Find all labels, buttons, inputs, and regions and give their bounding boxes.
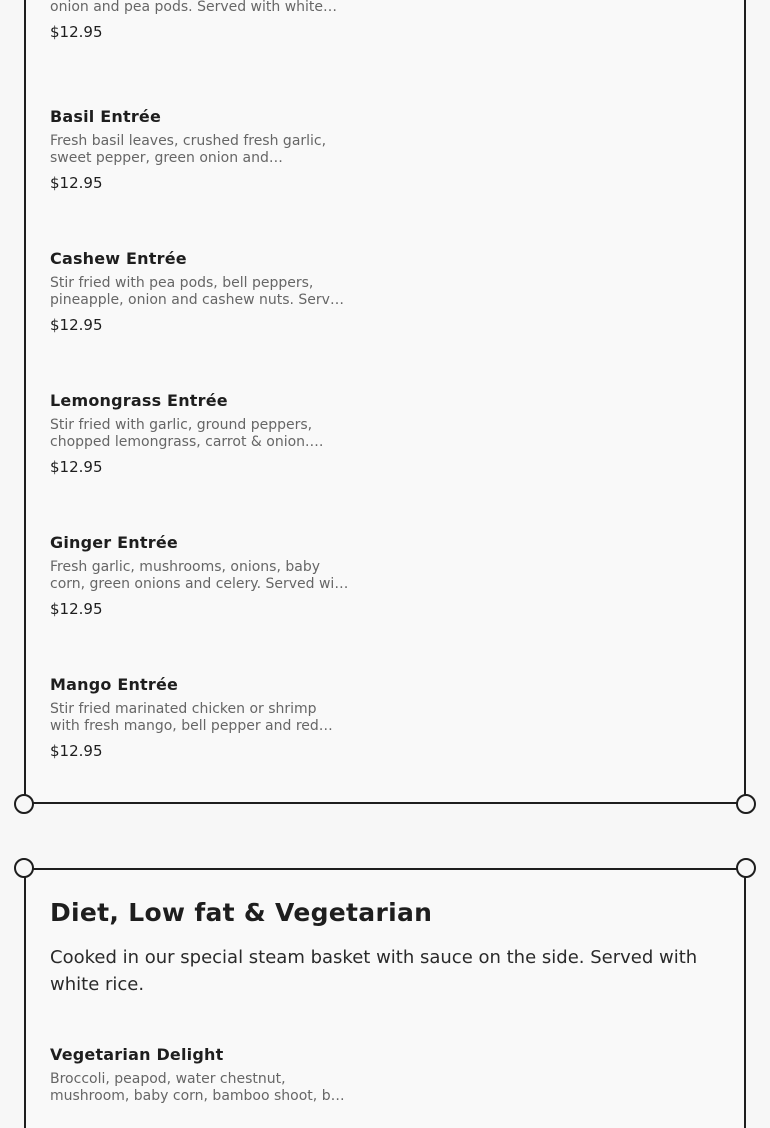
- menu-item[interactable]: [50, 675, 350, 760]
- menu-item-price: $12.95: [50, 742, 103, 760]
- entrees-card: [24, 0, 746, 804]
- card-corner-decoration: [736, 858, 756, 878]
- menu-item-price: $12.95: [50, 600, 103, 618]
- menu-item-name: Ginger Entrée: [50, 533, 178, 552]
- diet-section-card: [24, 868, 746, 1128]
- menu-item-description: Stir fried with pea pods, bell peppers, pineapple, onion and cashew nuts. Served: [50, 275, 348, 308]
- menu-item-price: $12.95: [50, 174, 103, 192]
- menu-item-price: $12.95: [50, 23, 103, 41]
- menu-item[interactable]: [50, 0, 350, 41]
- menu-item[interactable]: [50, 391, 350, 476]
- menu-item-description: Stir fried with garlic, ground peppers, chopped lemongrass, carrot & onion.: [50, 417, 313, 450]
- menu-item-name: Vegetarian Delight: [50, 1045, 224, 1064]
- menu-item-name: Cashew Entrée: [50, 249, 187, 268]
- menu-item-name: Basil Entrée: [50, 107, 162, 126]
- menu-item-description: Broccoli, peapod, water chestnut, mushroom, baby corn, bamboo shoot, bok: [50, 1071, 348, 1104]
- card-corner-decoration: [14, 794, 34, 814]
- menu-item-description: Fresh basil leaves, crushed fresh garlic, sweet pepper, green onion and: [50, 133, 327, 166]
- card-corner-decoration: [14, 858, 34, 878]
- menu-item[interactable]: [50, 249, 350, 334]
- menu-item-price: $12.95: [50, 458, 103, 476]
- menu-item-description: Fresh garlic, mushrooms, onions, baby corn, green onions and celery. Served with: [50, 559, 349, 592]
- menu-item[interactable]: [50, 1045, 350, 1105]
- menu-item-name: Lemongrass Entrée: [50, 391, 228, 410]
- menu-item-price: $12.95: [50, 316, 103, 334]
- menu-item-description: Stir fried marinated chicken or shrimp with fresh mango, bell pepper and red: [50, 701, 319, 734]
- menu-item-name: Mango Entrée: [50, 675, 179, 694]
- menu-item[interactable]: [50, 533, 350, 618]
- card-corner-decoration: [736, 794, 756, 814]
- section-title: Diet, Low fat & Vegetarian: [50, 898, 433, 927]
- section-description: Cooked in our special steam basket with sauce on the side. Served with white rice.: [50, 947, 698, 995]
- menu-item[interactable]: [50, 107, 350, 192]
- menu-item-description: onion and pea pods. Served with white: [50, 0, 324, 15]
